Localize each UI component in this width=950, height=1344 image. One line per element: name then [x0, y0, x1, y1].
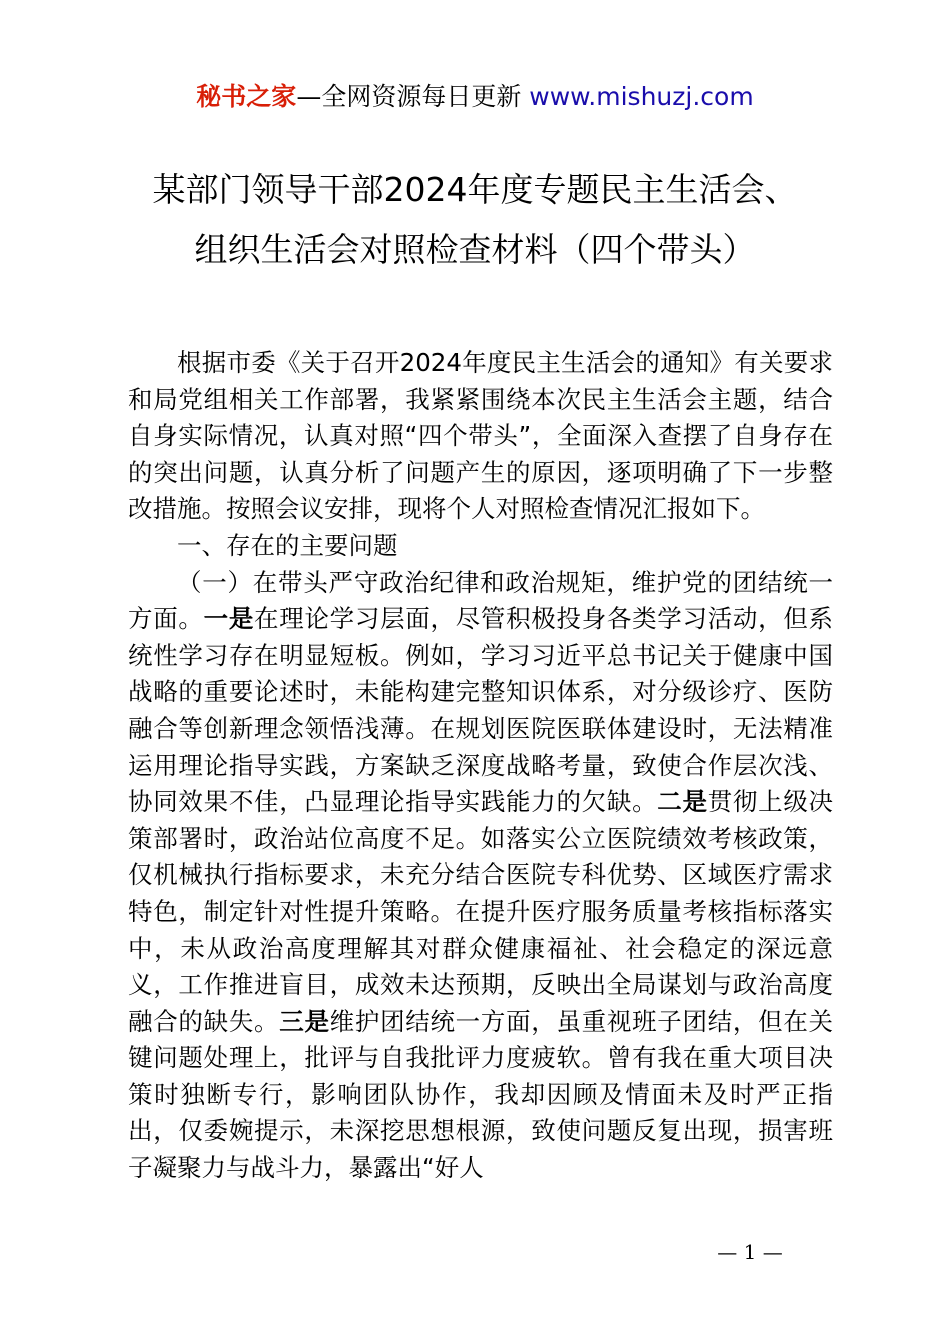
brand-name: 秘书之家 [196, 82, 297, 111]
document-body [128, 345, 833, 1187]
point-marker-1: 一是 [203, 604, 255, 634]
point-marker-3: 三是 [279, 1006, 330, 1036]
point-text-1: 在理论学习层面，尽管积极投身各类学习活动，但系统性学习存在明显短板。例如，学习习近平总书记关于健康中国战略的重要论述时，未能构建完整知识体系，对分级诊疗、医防融合等创新理念领悟浅薄。在规划医院医联体建设时，无法精准运用理论指导实践，方案缺乏深度战略考量，致使合作层次浅、协同效果不佳，凸显理论指导实践能力的欠缺。 [128, 604, 834, 817]
site-slogan: —全网资源每日更新 [296, 82, 530, 111]
point-text-3: 维护团结统一方面，虽重视班子团结，但在关键问题处理上，批评与自我批评力度疲软。曾有我在重大项目决策时独断专行，影响团队协作，我却因顾及情面未及时严正指出，仅委婉提示，未深挖思想根源，致使问题反复出现，损害班子凝聚力与战斗力，暴露出“好人 [128, 1006, 834, 1183]
subsection-lead: （一）在带头严守政治纪律和政治规矩，维护党的团结统一方面。 [128, 567, 833, 634]
point-text-2: 贯彻上级决策部署时，政治站位高度不足。如落实公立医院绩效考核政策，仅机械执行指标要求，未充分结合医院专科优势、区域医疗需求特色，制定针对性提升策略。在提升医疗服务质量考核指标落实中，未从政治高度理解其对群众健康福祉、社会稳定的深远意义，工作推进盲目，成效未达预期，反映出全局谋划与政治高度融合的缺失。 [128, 787, 834, 1036]
problem-paragraph [128, 565, 833, 1187]
point-marker-2: 二是 [657, 787, 708, 817]
page-number: — 1 — [717, 1240, 783, 1264]
section-heading: 一、存在的主要问题 [177, 530, 398, 560]
site-header [0, 80, 950, 114]
document-title-line-1: 某部门领导干部2024年度专题民主生活会、 [152, 170, 798, 209]
document-title-line-2: 组织生活会对照检查材料（四个带头） [194, 230, 756, 269]
site-url-link[interactable]: www.mishuzj.com [529, 82, 754, 111]
intro-paragraph: 根据市委《关于召开2024年度民主生活会的通知》有关要求和局党组相关工作部署，我紧紧围绕本次民主生活会主题，结合自身实际情况，认真对照“四个带头”，全面深入查摆了自身存在的突出问题，认真分析了问题产生的原因，逐项明确了下一步整改措施。按照会议安排，现将个人对照检查情况汇报如下。 [128, 348, 833, 524]
